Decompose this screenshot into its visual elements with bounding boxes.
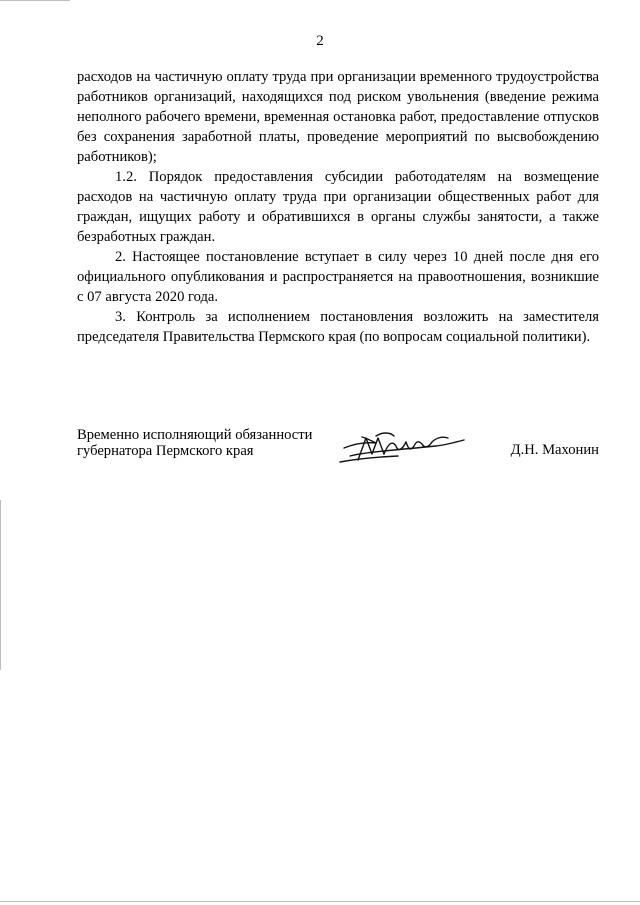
signatory-title (77, 427, 312, 459)
scan-edge-left (0, 500, 1, 670)
document-body (77, 67, 599, 347)
paragraph-item-3: 3. Контроль за исполнением постановления возложить на заместителя председателя Правительства Пермского края (по вопросам социальной политики). (77, 309, 599, 345)
paragraph-item-1-2: 1.2. Порядок предоставления субсидии работодателям на возмещение расходов на частичную оплату труда при организации общественных работ для граждан, ищущих работу и обратившихся в органы службы занятости, а также безработных граждан. (77, 169, 599, 245)
paragraph-continuation: расходов на частичную оплату труда при организации временного трудоустройства работников организаций, находящихся под риском увольнения (введение режима неполного рабочего времени, временная остановка работ, предоставление отпусков без сохранения заработной платы, проведение мероприятий по высвобождению работников); (77, 69, 599, 165)
scan-edge-bottom (0, 901, 640, 902)
signatory-title-line-1: Временно исполняющий обязанности (77, 427, 313, 443)
scan-edge-top (0, 0, 70, 1)
page-number: 2 (316, 33, 324, 49)
handwritten-signature (336, 426, 468, 466)
paragraph-item-2: 2. Настоящее постановление вступает в силу через 10 дней после дня его официального опубликования и распространяется на правоотношения, возникшие с 07 августа 2020 года. (77, 249, 599, 305)
signatory-title-line-2: губернатора Пермского края (77, 443, 254, 459)
signatory-name: Д.Н. Махонин (510, 442, 599, 458)
